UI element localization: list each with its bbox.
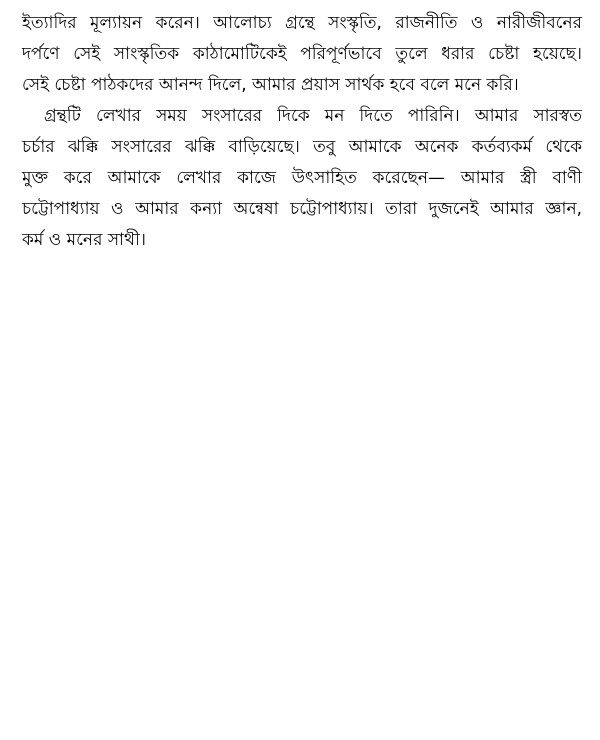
text-line: মুক্ত করে আমাকে লেখার কাজে উৎসাহিত করেছেন— আমার স্ত্রী বাণী — [22, 168, 582, 188]
text-line: দর্পণে সেই সাংস্কৃতিক কাঠামোটিকেই পরিপূর্ণভাবে তুলে ধরার চেষ্টা হয়েছে। — [22, 44, 582, 64]
text-line: চট্টোপাধ্যায় ও আমার কন্যা অন্বেষা চট্টোপাধ্যায়। তারা দুজনেই আমার জ্ঞান, — [22, 199, 582, 219]
paragraph-1 — [22, 8, 582, 101]
text-line: সেই চেষ্টা পাঠকদের আনন্দ দিলে, আমার প্রয়াস সার্থক হবে বলে মনে করি। — [22, 75, 519, 95]
text-line: কর্ম ও মনের সাথী। — [22, 230, 146, 250]
document-page — [22, 8, 582, 256]
text-line: গ্রন্থটি লেখার সময় সংসারের দিকে মন দিতে পারিনি। আমার সারস্বত — [44, 106, 582, 126]
text-line: চর্চার ঝক্কি সংসারের ঝক্কি বাড়িয়েছে। তবু আমাকে অনেক কর্তব্যকর্ম থেকে — [22, 137, 582, 157]
paragraph-2 — [22, 101, 582, 256]
text-line: ইত্যাদির মূল্যায়ন করেন। আলোচ্য গ্রন্থে সংস্কৃতি, রাজনীতি ও নারীজীবনের — [22, 13, 582, 33]
